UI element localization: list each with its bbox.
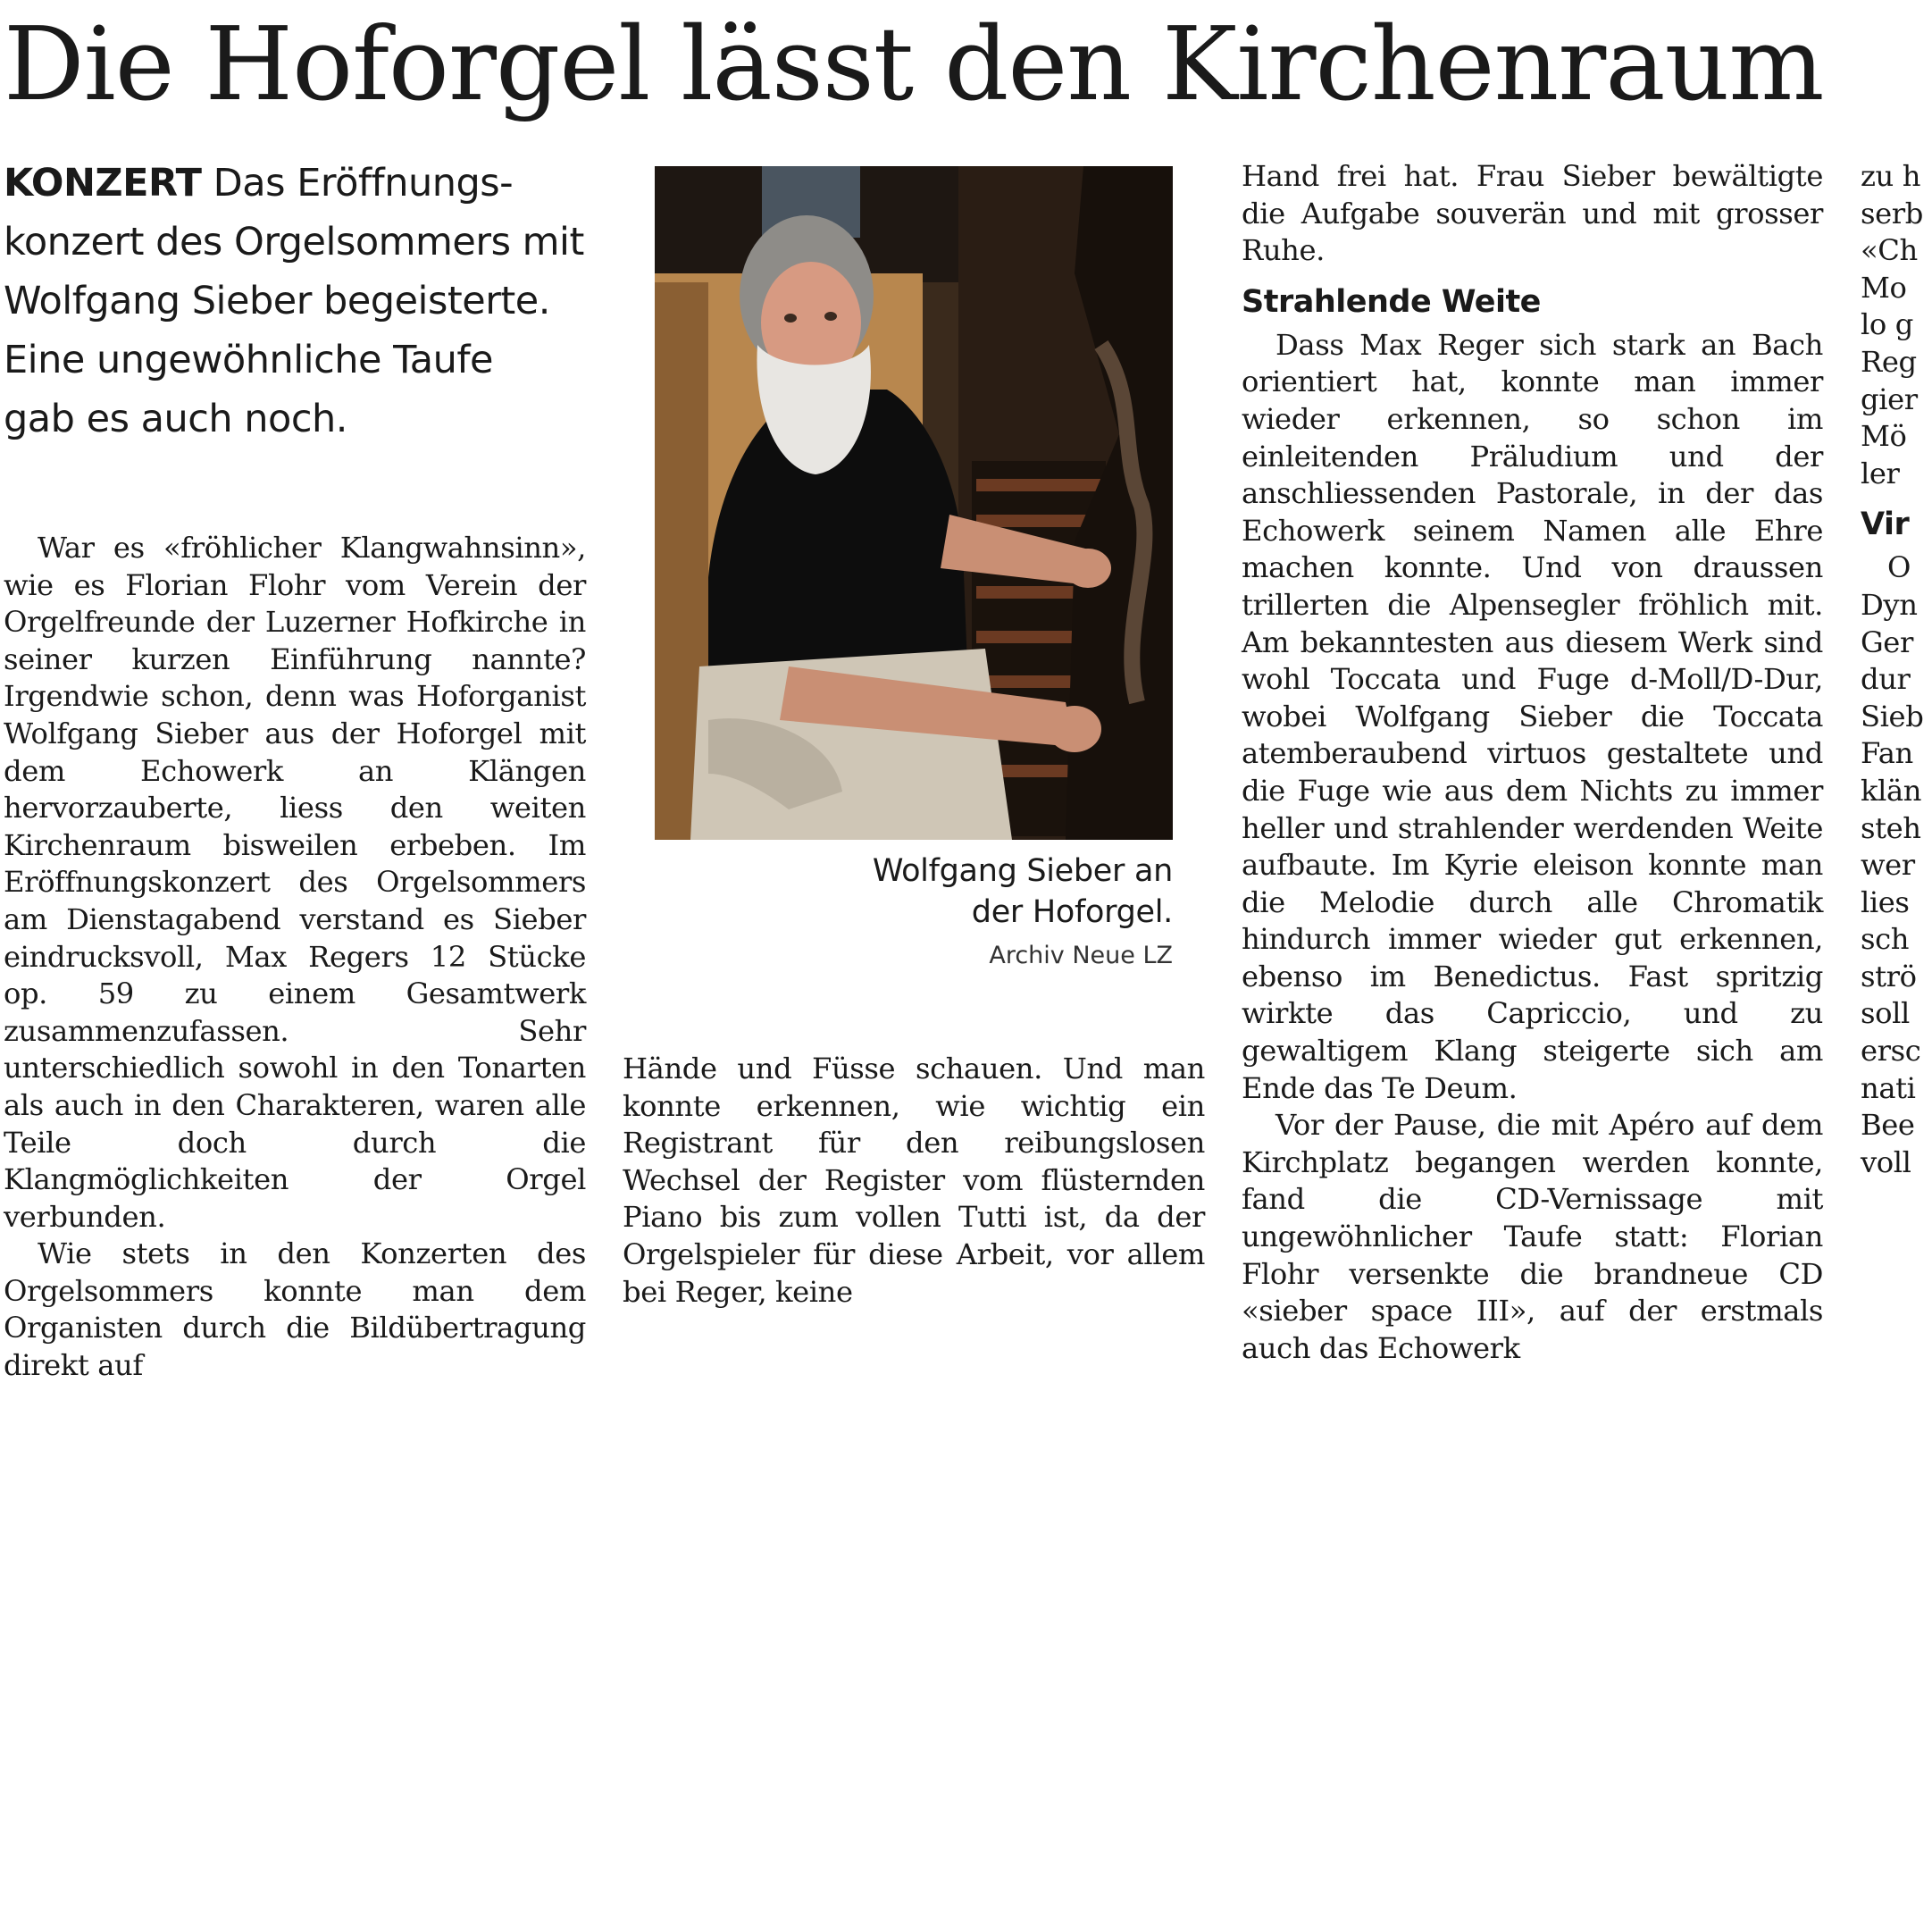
cropped-line: serb [1861, 196, 1923, 230]
cropped-line: klän [1861, 773, 1922, 808]
cropped-line: ersc [1861, 1034, 1921, 1069]
cropped-line: Dyn [1861, 587, 1918, 622]
lead-line: Wolfgang Sieber begeisterte. [4, 279, 550, 323]
cropped-line: nati [1861, 1070, 1916, 1105]
lead-line: konzert des Orgelsommers mit [4, 220, 584, 264]
body-paragraph: Wie stets in den Konzerten des Orgelsommers konnte man dem Organisten durch die Bildübertragung direkt auf [4, 1236, 586, 1383]
text-column-2 [623, 1051, 1205, 1311]
cropped-line: Mö [1861, 419, 1907, 454]
lead-paragraph [4, 154, 593, 448]
cropped-line: ler [1861, 456, 1900, 490]
body-paragraph: War es «fröhlicher Klangwahnsinn», wie es Florian Flohr vom Verein der Orgelfreunde der Luzerner Hofkirche in seiner kurzen Einführung nannte? Irgendwie schon, denn was Hoforganist Wolfgang Sieber aus der Hoforgel mit dem Echowerk an Klängen hervorzauberte, liess den weiten Kirchenraum bisweilen erbeben. Im Eröffnungskonzert des Orgelsommers am Dienstagabend verstand es Sieber eindrucksvoll, Max Regers 12 Stücke op. 59 zu einem Gesamtwerk zusammenzufassen. Sehr unterschiedlich sowohl in den Tonarten als auch in den Charakteren, waren alle Teile doch durch die Klangmöglichkeiten der Orgel verbunden. [4, 531, 586, 1234]
cropped-line: Reg [1861, 344, 1917, 379]
photo-credit: Archiv Neue LZ [989, 942, 1173, 969]
cropped-line: «Ch [1861, 233, 1918, 268]
body-paragraph: Dass Max Reger sich stark an Bach orientiert hat, konnte man immer wieder erkennen, so schon im einleitenden Präludium und der anschliessenden Pastorale, in der das Echowerk seinem Namen alle Ehre machen konnte. Und von draussen trillerten die Alpensegler fröhlich mit. Am bekanntesten aus diesem Werk sind wohl Toccata und Fuge d-Moll/D-Dur, wobei Wolfgang Sieber die Toccata atemberaubend virtuos gestaltete und die Fuge wie aus dem Nichts zu immer heller und strahlender werdenden Weite aufbaute. Im Kyrie eleison konnte man die Melodie durch alle Chromatik hindurch immer wieder gut erkennen, ebenso im Benedictus. Fast spritzig wirkte das Capriccio, und zu gewaltigem Klang steigerte sich am Ende das Te Deum. [1242, 327, 1823, 1105]
cropped-line: Ger [1861, 624, 1913, 659]
lead-line: Das Eröffnungs- [201, 161, 514, 205]
cropped-line: Bee [1861, 1108, 1915, 1143]
cropped-line: voll [1861, 1144, 1911, 1179]
cropped-line: gier [1861, 381, 1918, 416]
cropped-line: sch [1861, 922, 1910, 957]
cropped-line: Sieb [1861, 699, 1924, 733]
body-paragraph: Vor der Pause, die mit Apéro auf dem Kirchplatz begangen werden konnte, fand die CD-Vernissage mit ungewöhnlicher Taufe statt: Florian Flohr versenkte die brandneue CD «sieber space III», auf der erstmals auch das Echowerk [1242, 1108, 1823, 1365]
photo-caption [655, 851, 1173, 933]
cropped-line: Mo [1861, 270, 1907, 305]
subheading: Strahlende Weite [1242, 283, 1541, 320]
body-paragraph: Hand frei hat. Frau Sieber bewältigte die Aufgabe souverän und mit grosser Ruhe. [1242, 159, 1823, 268]
cropped-line: Fan [1861, 736, 1913, 771]
caption-line: der Hoforgel. [971, 894, 1173, 930]
text-column-1 [4, 530, 586, 1385]
caption-line: Wolfgang Sieber an [872, 853, 1173, 889]
lead-line: Eine ungewöhnliche Taufe [4, 338, 493, 382]
cropped-line: dur [1861, 662, 1911, 697]
subheading: Vir [1861, 507, 1910, 543]
cropped-line: wer [1861, 848, 1915, 883]
cropped-line: steh [1861, 810, 1921, 845]
cropped-line: O [1887, 550, 1911, 585]
organist-photo [655, 166, 1173, 840]
body-paragraph: Hände und Füsse schauen. Und man konnte erkennen, wie wichtig ein Registrant für den reibungslosen Wechsel der Register vom flüsternden Piano bis zum vollen Tutti ist, da der Orgelspieler für diese Arbeit, vor allem bei Reger, keine [623, 1052, 1205, 1309]
text-column-4-cropped [1861, 158, 1932, 1181]
cropped-line: strö [1861, 959, 1917, 993]
lead-line: gab es auch noch. [4, 397, 347, 441]
cropped-line: lo g [1861, 307, 1913, 342]
cropped-line: lies [1861, 884, 1910, 919]
headline: Die Hoforgel lässt den Kirchenraum [4, 5, 1824, 123]
cropped-line: zu h [1861, 159, 1921, 193]
text-column-3 [1242, 158, 1823, 1367]
kicker: KONZERT [4, 161, 202, 205]
cropped-line: soll [1861, 996, 1910, 1031]
